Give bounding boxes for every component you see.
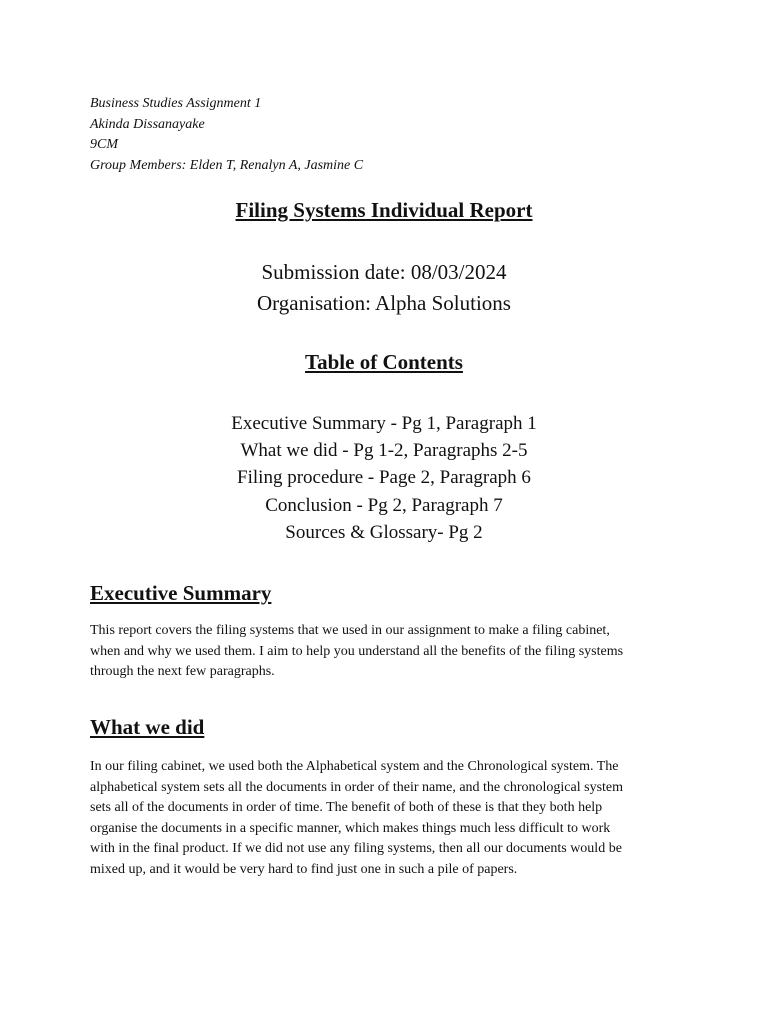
- report-meta: [0, 257, 768, 319]
- paragraph-line: through the next few paragraphs.: [90, 664, 275, 680]
- executive-summary-paragraph: [90, 621, 680, 683]
- class-name: 9CM: [90, 137, 118, 152]
- what-we-did-paragraph: [90, 757, 680, 881]
- report-title: Filing Systems Individual Report: [235, 198, 533, 222]
- toc-item: What we did - Pg 1-2, Paragraphs 2-5: [240, 440, 528, 462]
- organisation: Organisation: Alpha Solutions: [257, 291, 511, 315]
- paragraph-line: This report covers the filing systems that we used in our assignment to make a filing cabinet,: [90, 623, 610, 638]
- paragraph-line: organise the documents in a specific manner, which makes things much less difficult to work: [90, 820, 611, 836]
- paragraph-line: alphabetical system sets all the documents in order of their name, and the chronological system: [90, 779, 624, 795]
- paragraph-line: with in the final product. If we did not use any filing systems, then all our documents would be: [90, 841, 622, 857]
- assignment-title: Business Studies Assignment 1: [90, 96, 262, 111]
- group-members: Group Members: Elden T, Renalyn A, Jasmine C: [90, 157, 364, 173]
- table-of-contents: [0, 410, 768, 546]
- author-name: Akinda Dissanayake: [90, 116, 205, 132]
- toc-heading: Table of Contents: [305, 350, 463, 374]
- submission-date: Submission date: 08/03/2024: [261, 260, 507, 284]
- paragraph-line: mixed up, and it would be very hard to find just one in such a pile of papers.: [90, 861, 518, 877]
- document-header: [90, 94, 363, 176]
- toc-item: Sources & Glossary- Pg 2: [285, 521, 483, 543]
- what-we-did-heading: What we did: [90, 715, 205, 739]
- toc-item: Filing procedure - Page 2, Paragraph 6: [237, 467, 531, 489]
- executive-summary-heading: Executive Summary: [90, 581, 272, 605]
- paragraph-line: when and why we used them. I aim to help you understand all the benefits of the filing systems: [90, 643, 624, 659]
- paragraph-line: In our filing cabinet, we used both the Alphabetical system and the Chronological system. The: [90, 759, 619, 774]
- paragraph-line: sets all of the documents in order of time. The benefit of both of these is that they both help: [90, 800, 603, 816]
- toc-item: Conclusion - Pg 2, Paragraph 7: [265, 494, 503, 516]
- toc-item: Executive Summary - Pg 1, Paragraph 1: [231, 413, 537, 434]
